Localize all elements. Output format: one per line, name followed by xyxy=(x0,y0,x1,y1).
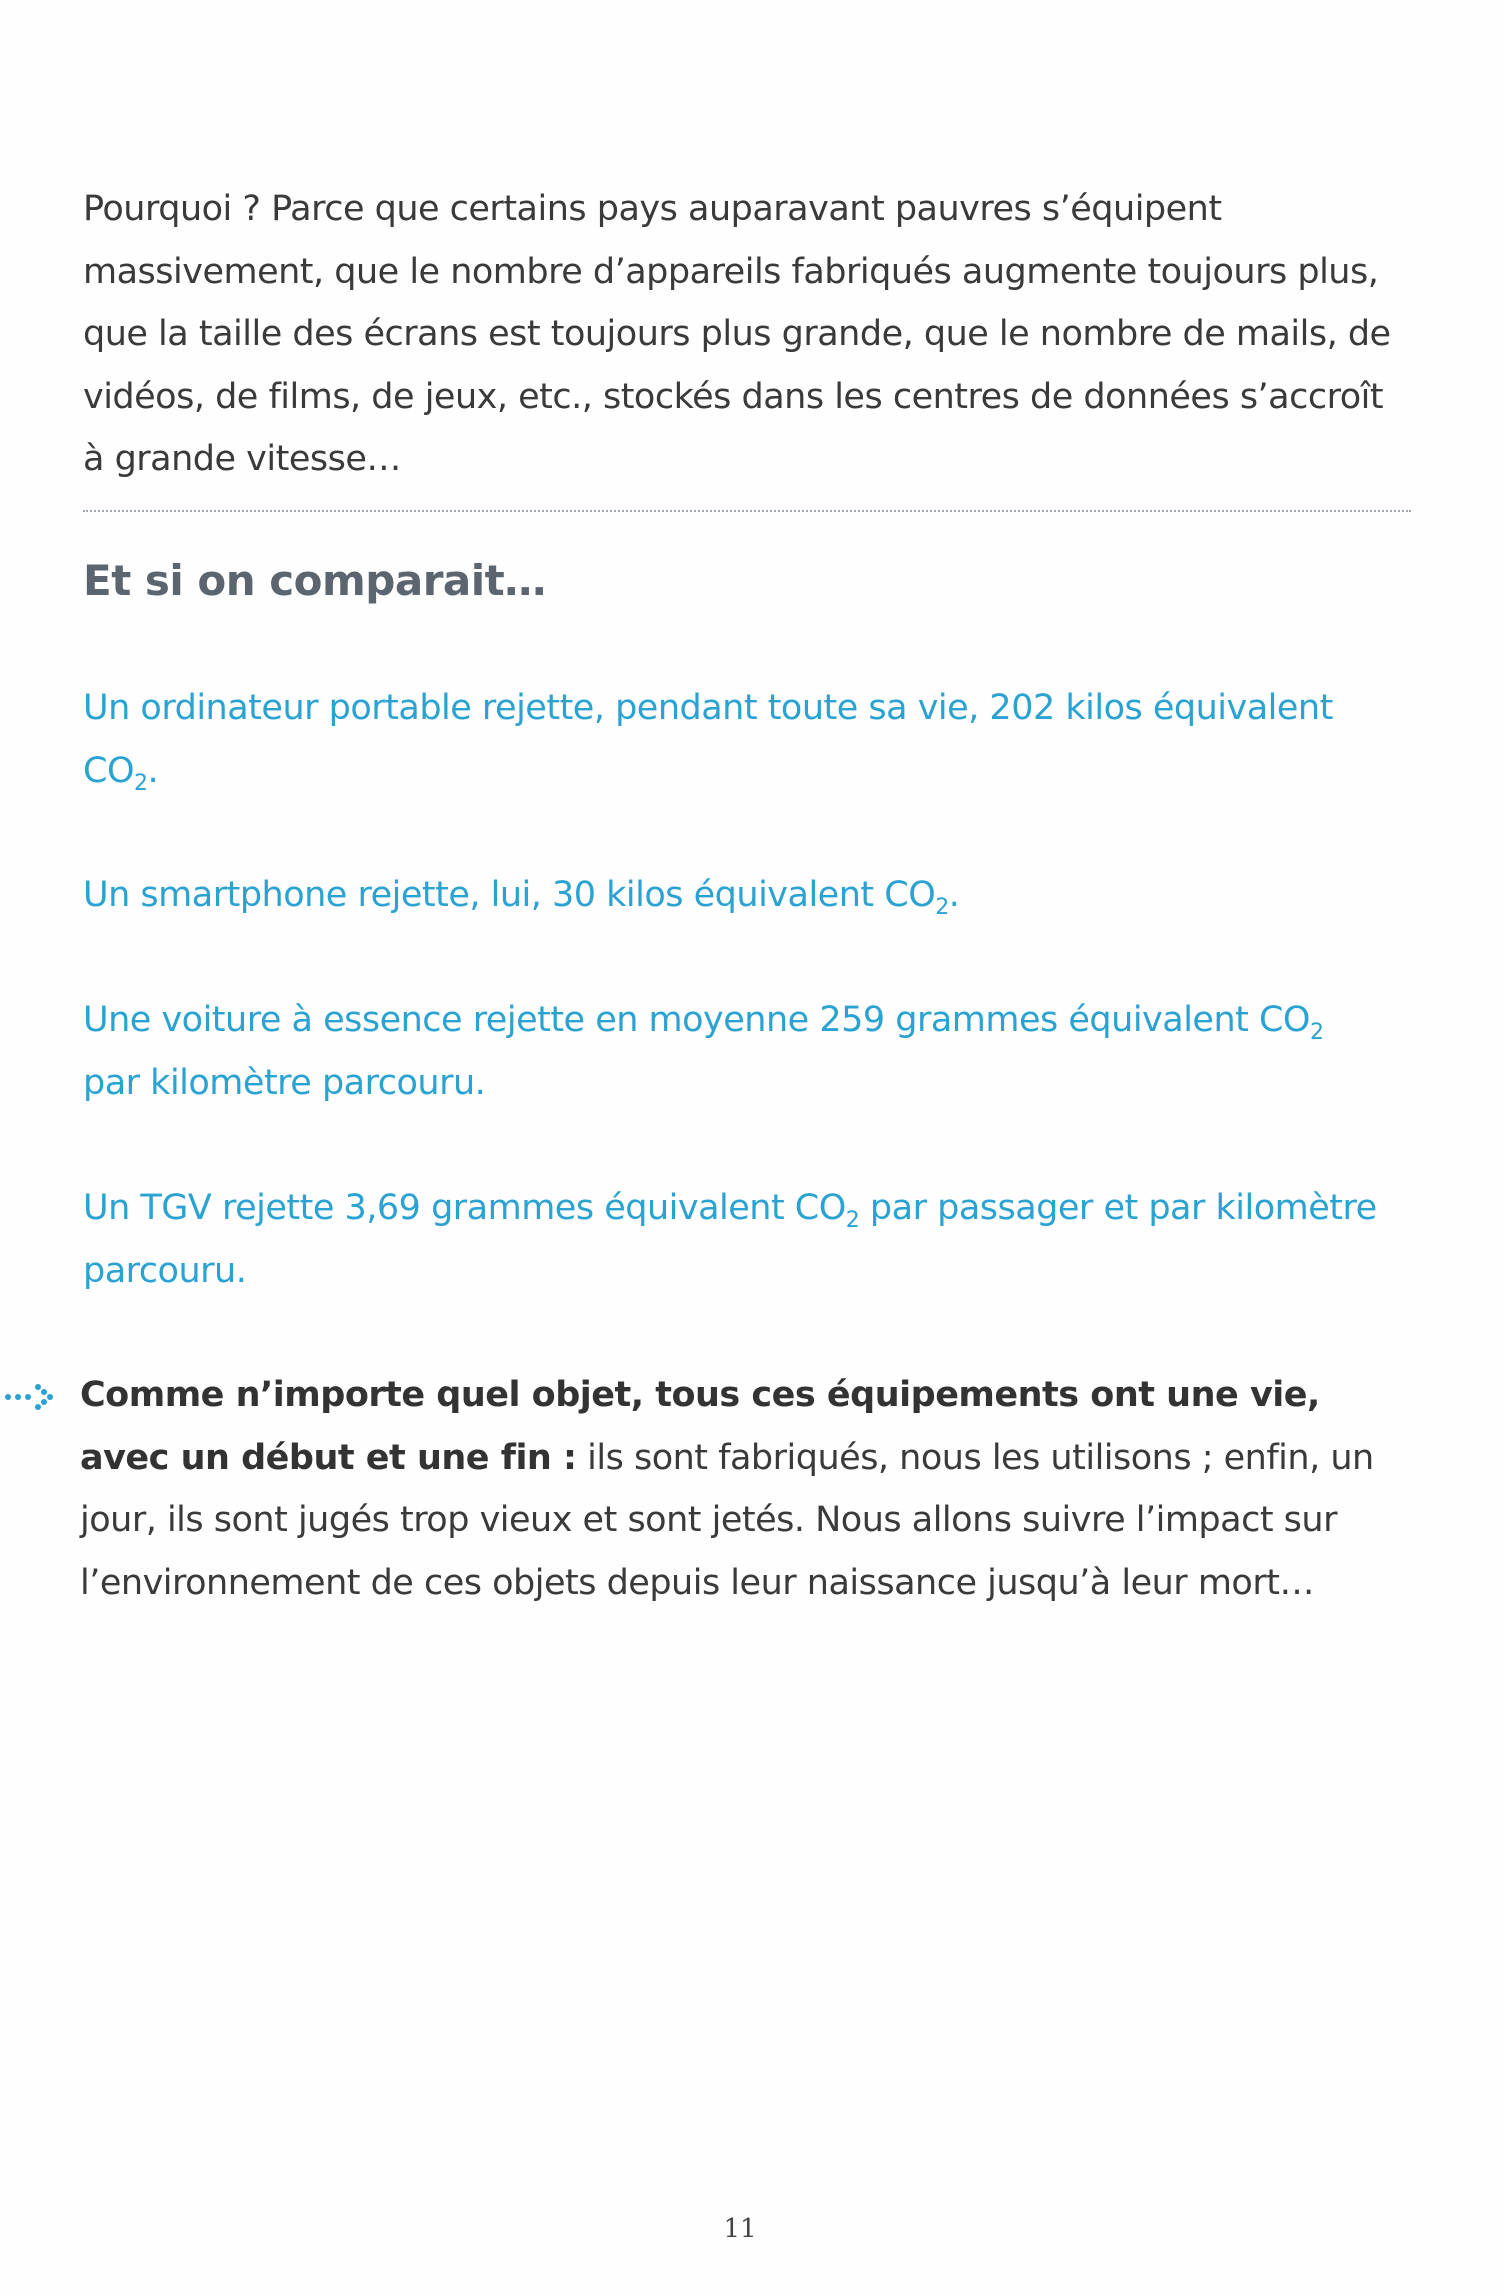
conclusion-rest: ils sont fabriqués, nous les utilisons ; enfin, un jour, ils sont jugés trop vieux et sont jetés. Nous allons suivre l’impact sur l’environnement de ces objets depuis leur naissance jusqu’à leur mort… xyxy=(80,1437,1374,1603)
conclusion-bold: Comme n’importe quel objet, tous ces équipements ont une vie, avec un début et une fin : xyxy=(80,1375,1320,1478)
conclusion-paragraph xyxy=(80,1364,1413,1614)
comparison-smartphone: Un smartphone rejette, lui, 30 kilos équivalent $CO_2$. xyxy=(83,875,960,920)
dotted-divider xyxy=(83,510,1411,512)
intro-paragraph: Pourquoi ? Parce que certains pays auparavant pauvres s’équipent massivement, que le nombre d’appareils fabriqués augmente toujours plus, que la taille des écrans est toujours plus grande, que le nombre de mails, de vidéos, de films, de jeux, etc., stockés dans les centres de données s’accroît à grande vitesse… xyxy=(83,189,1391,479)
dotted-arrow-icon xyxy=(4,1379,58,1415)
comparison-tgv: Un TGV rejette 3,69 grammes équivalent $CO_2$ par passager et par kilomètre parcouru. xyxy=(83,1188,1377,1291)
section-heading: Et si on comparait… xyxy=(83,556,546,605)
comparison-laptop: Un ordinateur portable rejette, pendant toute sa vie, 202 kilos équivalent $CO_2$. xyxy=(83,688,1333,796)
page-number: 11 xyxy=(723,2214,757,2244)
comparison-car: Une voiture à essence rejette en moyenne 259 grammes équivalent $CO_2$ par kilomètre parcouru. xyxy=(83,1000,1324,1103)
